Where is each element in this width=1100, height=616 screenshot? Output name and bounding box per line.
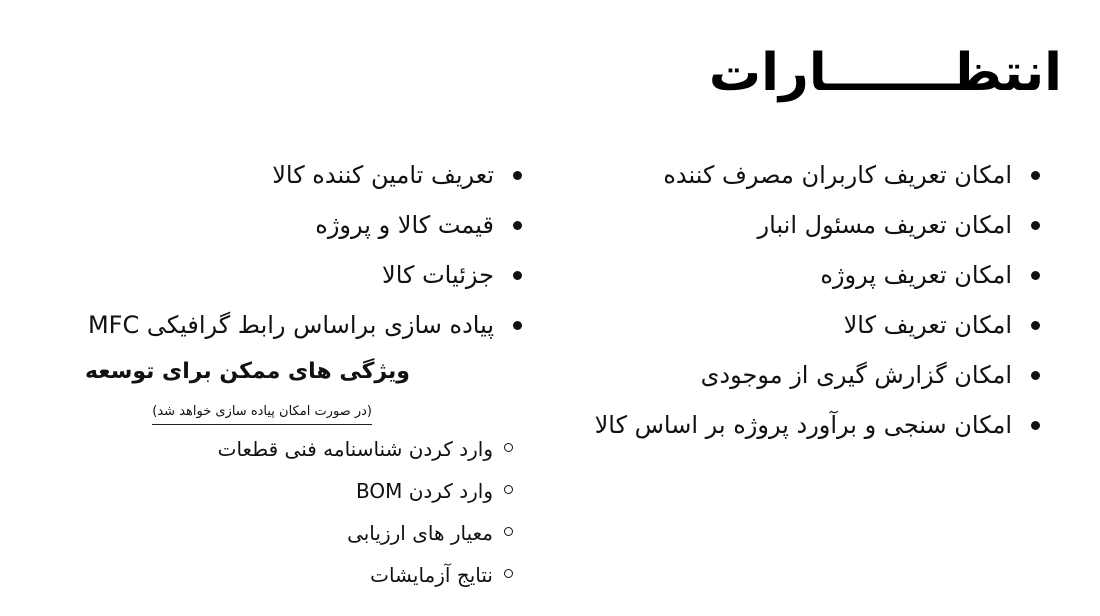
- list-item: [595, 250, 1040, 300]
- slide-title: انتظـــــــارات: [708, 43, 1062, 103]
- list-item: [218, 428, 513, 470]
- hollow-circle-bullet-icon: [504, 485, 513, 494]
- list-item-label: معیار های ارزیابی: [347, 521, 493, 545]
- bullet-dot-icon: [513, 171, 522, 180]
- bullet-dot-icon: [513, 221, 522, 230]
- list-item: [595, 150, 1040, 200]
- list-item: [595, 400, 1040, 450]
- bullet-dot-icon: [1031, 221, 1040, 230]
- expectations-list-right: [595, 150, 1040, 450]
- list-item-label: امکان تعریف کالا: [843, 311, 1012, 339]
- list-item-label: امکان گزارش گیری از موجودی: [700, 361, 1012, 389]
- list-item-label: وارد کردن BOM: [355, 479, 493, 503]
- hollow-circle-bullet-icon: [504, 443, 513, 452]
- list-item: [88, 150, 522, 200]
- list-item-label: امکان سنجی و برآورد پروژه بر اساس کالا: [594, 411, 1012, 439]
- hollow-circle-bullet-icon: [504, 569, 513, 578]
- bullet-dot-icon: [513, 271, 522, 280]
- list-item: [88, 250, 522, 300]
- list-item-label: جزئیات کالا: [382, 261, 494, 289]
- bullet-dot-icon: [1031, 171, 1040, 180]
- list-item-label: تعریف تامین کننده کالا: [272, 161, 494, 189]
- bullet-dot-icon: [1031, 421, 1040, 430]
- hollow-circle-bullet-icon: [504, 527, 513, 536]
- list-item-label: امکان تعریف پروژه: [820, 261, 1012, 289]
- bullet-dot-icon: [1031, 271, 1040, 280]
- list-item-label: امکان تعریف مسئول انبار: [757, 211, 1012, 239]
- future-features-list: [218, 428, 513, 596]
- list-item: [88, 300, 522, 350]
- list-item: [595, 350, 1040, 400]
- bullet-dot-icon: [1031, 321, 1040, 330]
- list-item: [88, 200, 522, 250]
- list-item-label: امکان تعریف کاربران مصرف کننده: [663, 161, 1012, 189]
- future-features-note: (در صورت امکان پیاده سازی خواهد شد): [152, 400, 372, 425]
- list-item: [595, 300, 1040, 350]
- list-item-label: پیاده سازی براساس رابط گرافیکی MFC: [87, 311, 494, 339]
- list-item: [218, 554, 513, 596]
- list-item-label: وارد کردن شناسنامه فنی قطعات: [217, 437, 493, 461]
- list-item-label: قیمت کالا و پروژه: [315, 211, 494, 239]
- future-features-heading: ویژگی های ممکن برای توسعه: [84, 359, 410, 384]
- list-item: [218, 512, 513, 554]
- bullet-dot-icon: [513, 321, 522, 330]
- expectations-list-left: [88, 150, 522, 350]
- list-item: [218, 470, 513, 512]
- bullet-dot-icon: [1031, 371, 1040, 380]
- list-item-label: نتایج آزمایشات: [370, 563, 493, 587]
- list-item: [595, 200, 1040, 250]
